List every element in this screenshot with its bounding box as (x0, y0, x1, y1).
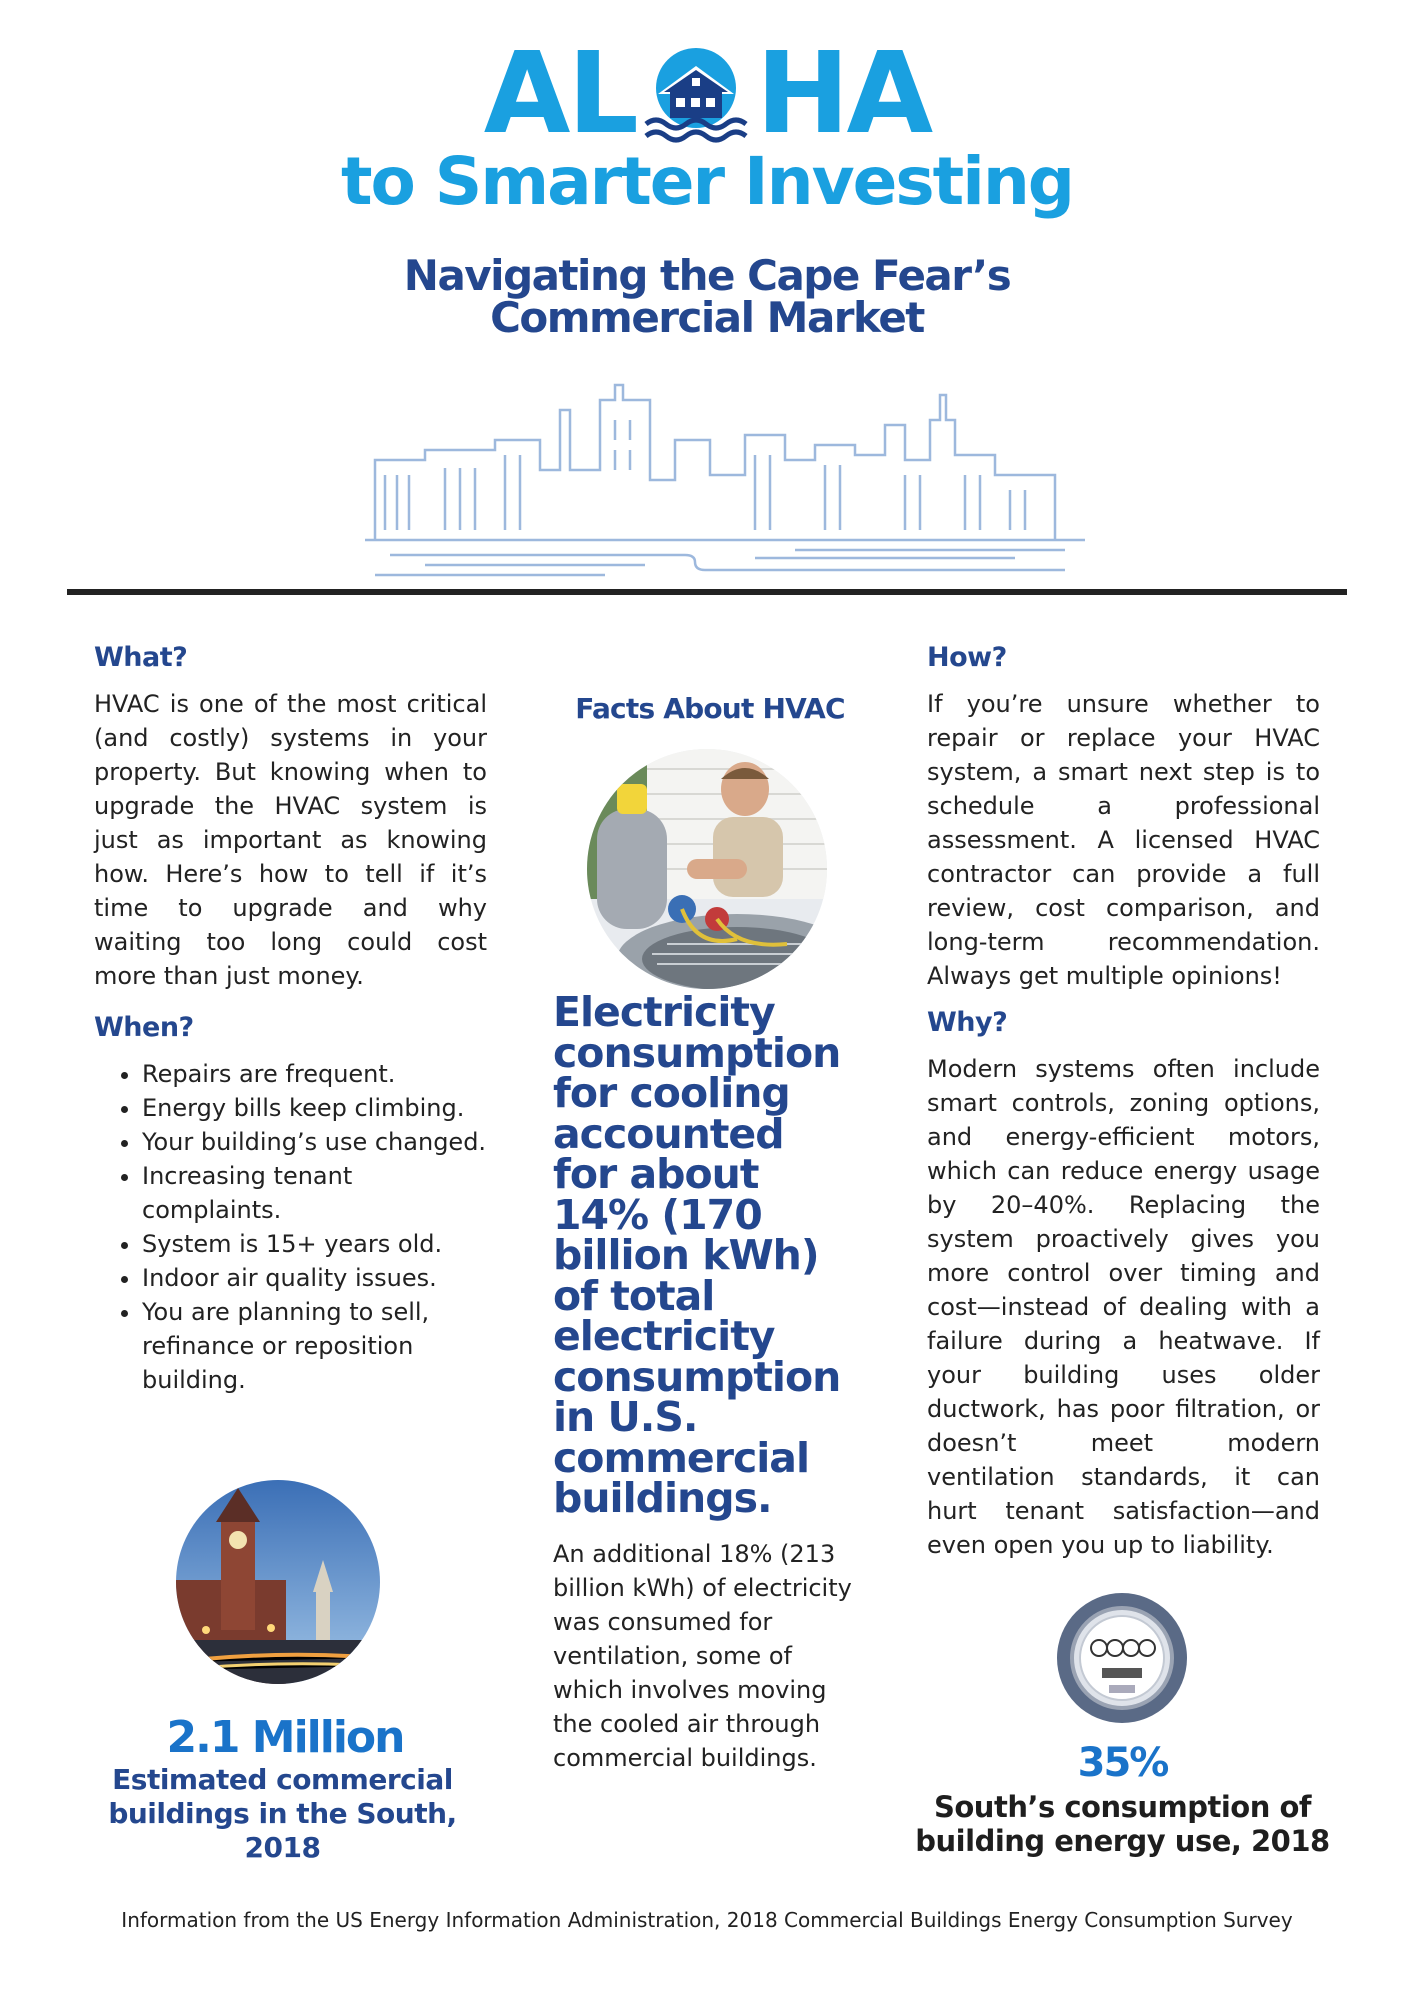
house-on-water-icon (640, 44, 752, 144)
why-heading: Why? (927, 1007, 1008, 1038)
city-skyline-icon (365, 380, 1090, 580)
list-item: • Increasing tenant complaints. (142, 1159, 494, 1227)
list-item: • Your building’s use changed. (142, 1125, 494, 1159)
electric-meter-photo (1057, 1593, 1187, 1723)
energy-use-stat-label: South’s consumption of building energy use, 2018 (915, 1790, 1330, 1858)
list-item: • Indoor air quality issues. (142, 1261, 494, 1295)
tagline: to Smarter Investing (340, 143, 1074, 220)
source-footnote: Information from the US Energy Information Administration, 2018 Commercial Buildings Energy Consumption Survey (121, 1908, 1293, 1932)
what-text: HVAC is one of the most critical (and costly) systems in your property. But knowing when to upgrade the HVAC system is just as important as knowing how. Here’s how to tell if it’s time to upgrade and why waiting too long could cost more than just money. (94, 690, 487, 990)
hvac-technician-photo (587, 749, 827, 989)
when-heading: When? (94, 1012, 194, 1043)
city-hall-clock-tower-photo (176, 1480, 380, 1684)
why-text: Modern systems often include smart controls, zoning options, and energy-efficient motors, which can reduce energy usage by 20–40%. Replacing the system proactively gives you more control over timing and cost—instead of dealing with a failure during a heatwave. If your building uses older ductwork, has poor filtration, or doesn’t meet modern ventilation standards, it can hurt tenant satisfaction—and even open you up to liability. (927, 1055, 1320, 1559)
facts-title: Facts About HVAC (575, 692, 845, 725)
page-title: Navigating the Cape Fear’s Commercial Market (403, 251, 1011, 342)
how-heading: How? (927, 642, 1007, 673)
why-section (927, 1007, 1320, 1562)
list-item: • You are planning to sell, refinance or reposition building. (142, 1295, 494, 1397)
list-item: • System is 15+ years old. (142, 1227, 494, 1261)
what-section (94, 642, 487, 993)
energy-use-stat-value: 35% (1077, 1740, 1168, 1786)
logo-text-left: AL (483, 29, 636, 159)
list-item: • Repairs are frequent. (142, 1057, 494, 1091)
buildings-stat-label: Estimated commercial buildings in the South, 2018 (108, 1763, 457, 1864)
buildings-stat-value: 2.1 Million (166, 1712, 404, 1763)
section-divider (67, 589, 1347, 595)
when-list (94, 1057, 494, 1397)
when-section (94, 1012, 494, 1397)
logo-text-right: HA (755, 29, 931, 159)
ventilation-text: An additional 18% (213 billion kWh) of electricity was consumed for ventilation, some of which involves moving the cooled air through commercial buildings. (553, 1540, 852, 1772)
cooling-consumption-stat: Electricity consumption for cooling accounted for about 14% (170 billion kWh) of total electricity consumption in U.S. commercial buildings. (553, 988, 841, 1522)
list-item: • Energy bills keep climbing. (142, 1091, 494, 1125)
what-heading: What? (94, 642, 188, 673)
logo (0, 29, 1414, 159)
how-section (927, 642, 1320, 993)
how-text: If you’re unsure whether to repair or replace your HVAC system, a smart next step is to schedule a professional assessment. A licensed HVAC contractor can provide a full review, cost comparison, and long-term recommendation. Always get multiple opinions! (927, 690, 1320, 990)
